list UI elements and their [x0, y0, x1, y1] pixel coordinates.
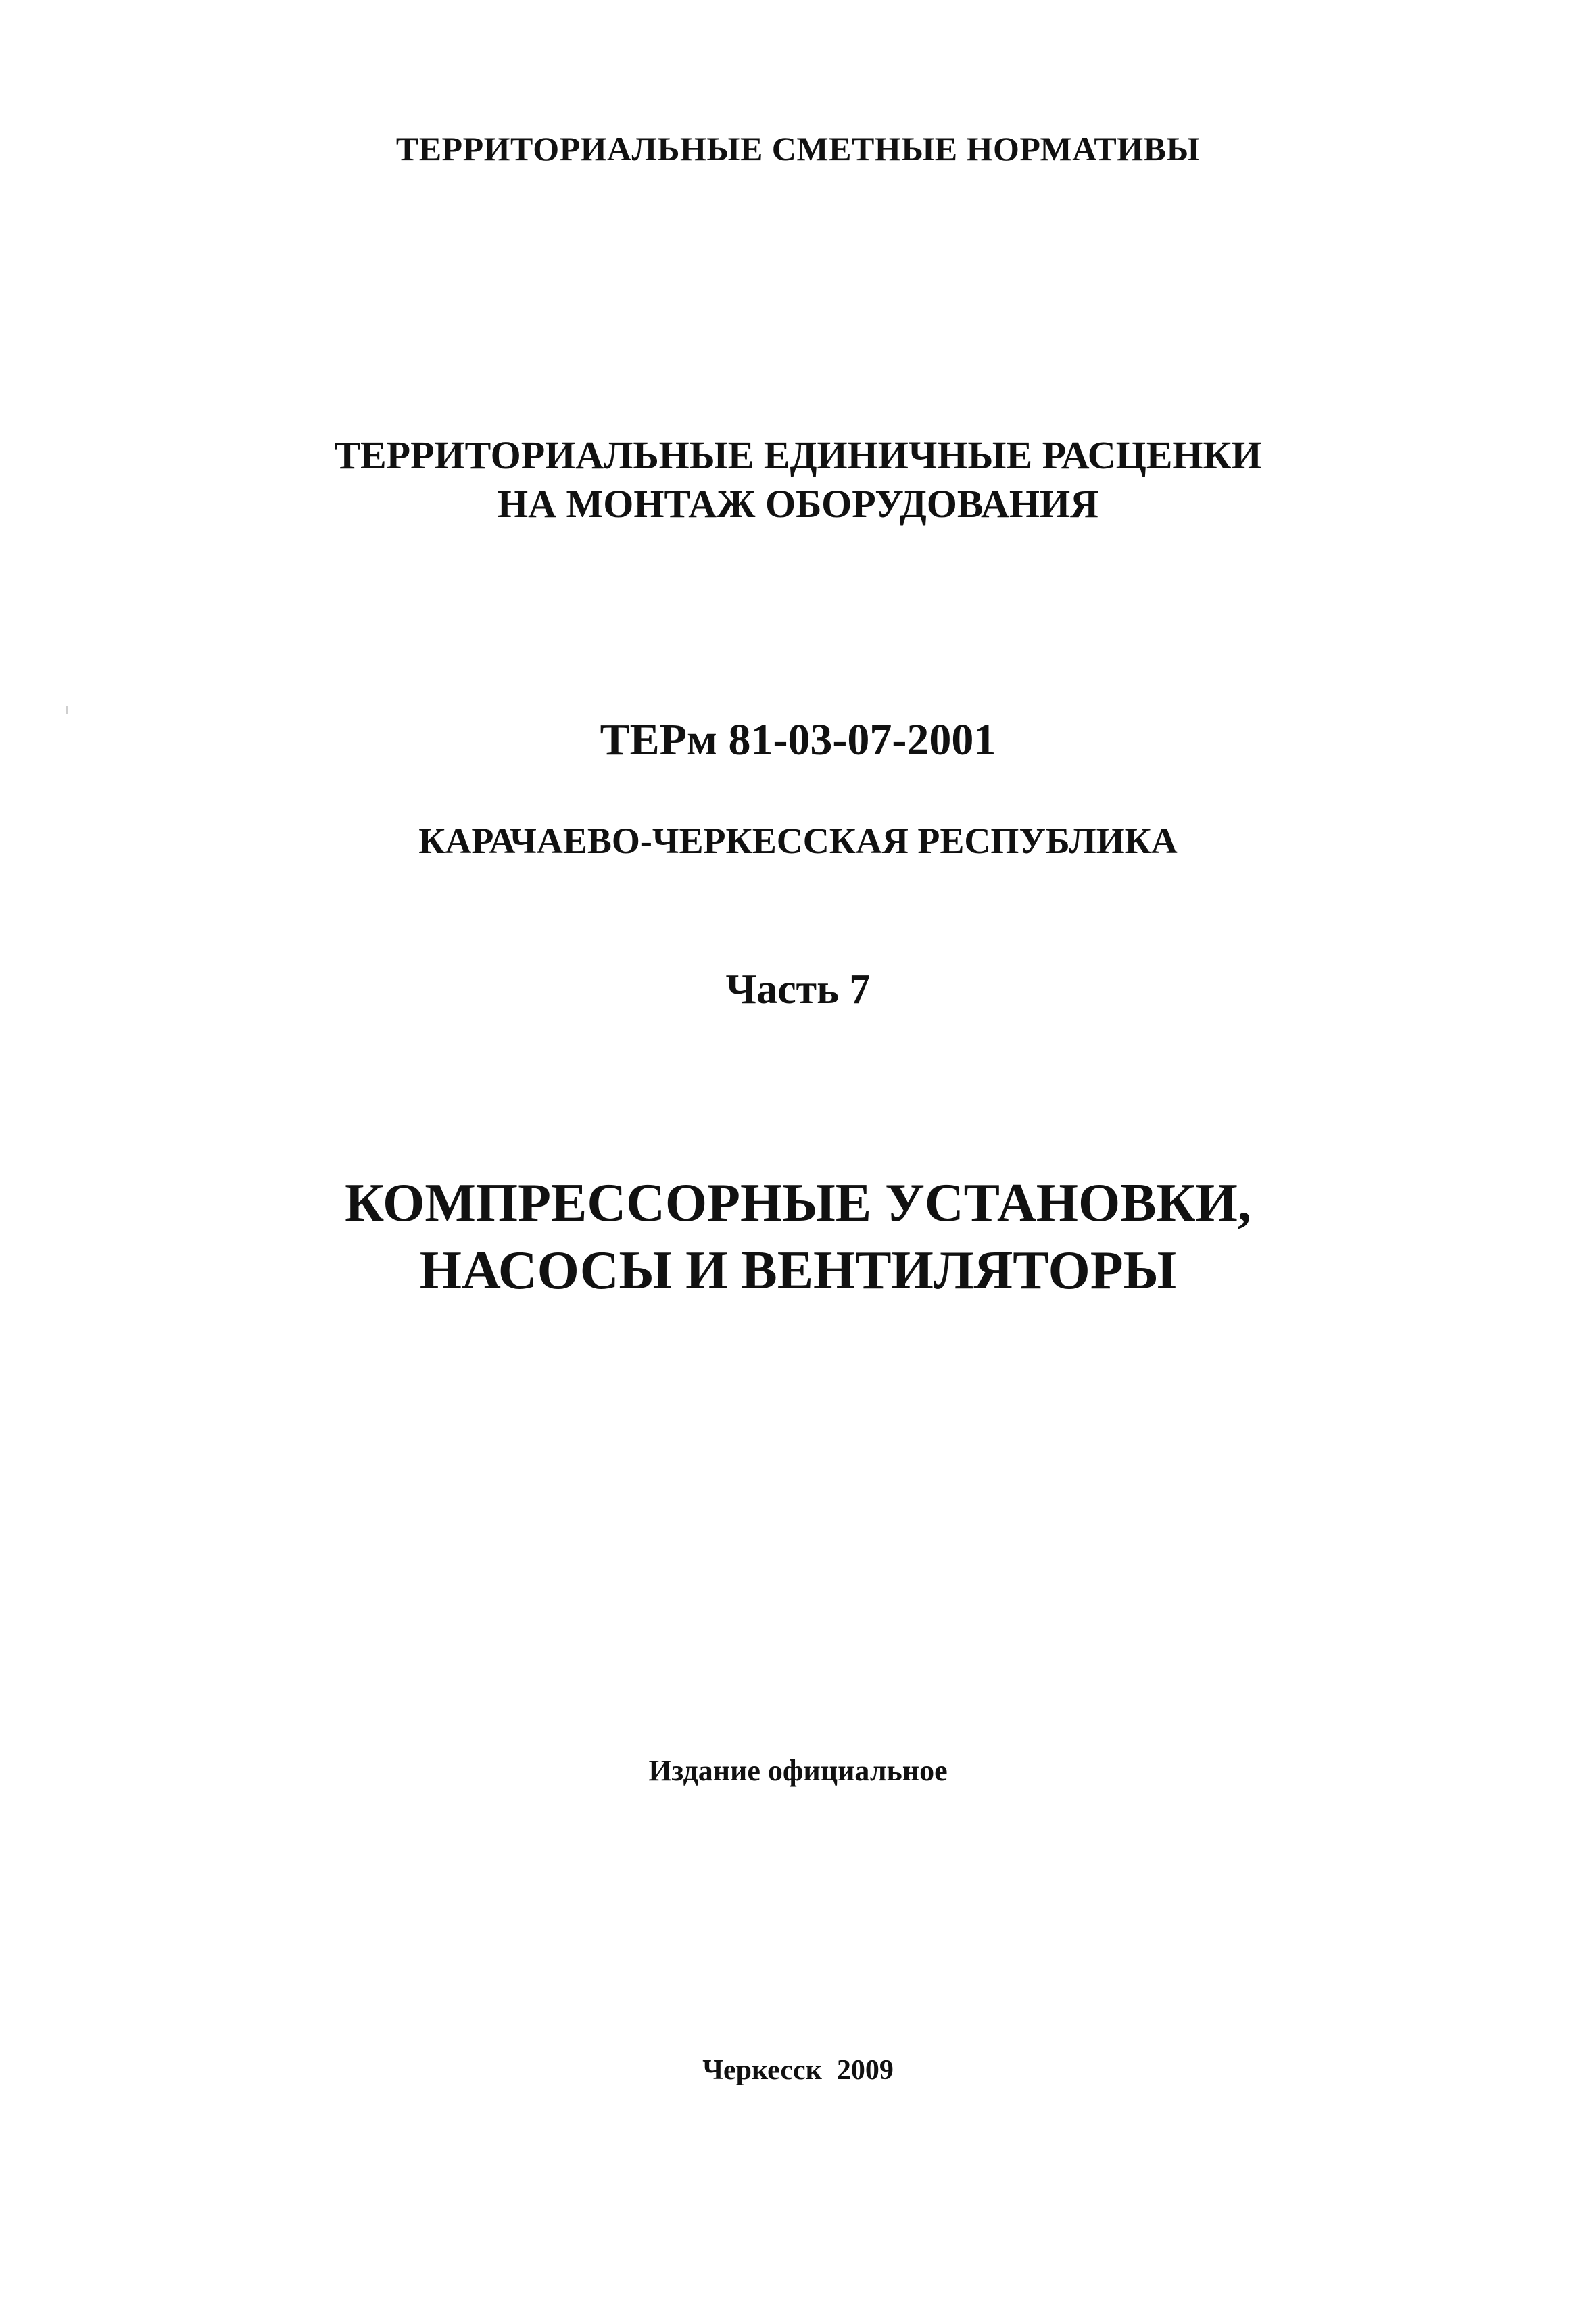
main-title-line-1: КОМПРЕССОРНЫЕ УСТАНОВКИ, [345, 1173, 1251, 1233]
publication-city: Черкесск [702, 2055, 822, 2086]
document-header: ТЕРРИТОРИАЛЬНЫЕ СМЕТНЫЕ НОРМАТИВЫ [395, 130, 1201, 168]
document-code: ТЕРм 81-03-07-2001 [600, 715, 996, 764]
scan-mark [66, 706, 68, 714]
publication-year: 2009 [836, 2055, 894, 2086]
publication-place-year [0, 2056, 1596, 2085]
edition-note: Издание официальное [648, 1754, 948, 1787]
rates-title-line-1: ТЕРРИТОРИАЛЬНЫЕ ЕДИНИЧНЫЕ РАСЦЕНКИ [334, 433, 1262, 477]
rates-title-line-2: НА МОНТАЖ ОБОРУДОВАНИЯ [498, 482, 1098, 526]
main-title-line-2: НАСОСЫ И ВЕНТИЛЯТОРЫ [419, 1241, 1177, 1300]
part-number: Часть 7 [725, 967, 871, 1013]
region-name: КАРАЧАЕВО-ЧЕРКЕССКАЯ РЕСПУБЛИКА [418, 821, 1178, 861]
